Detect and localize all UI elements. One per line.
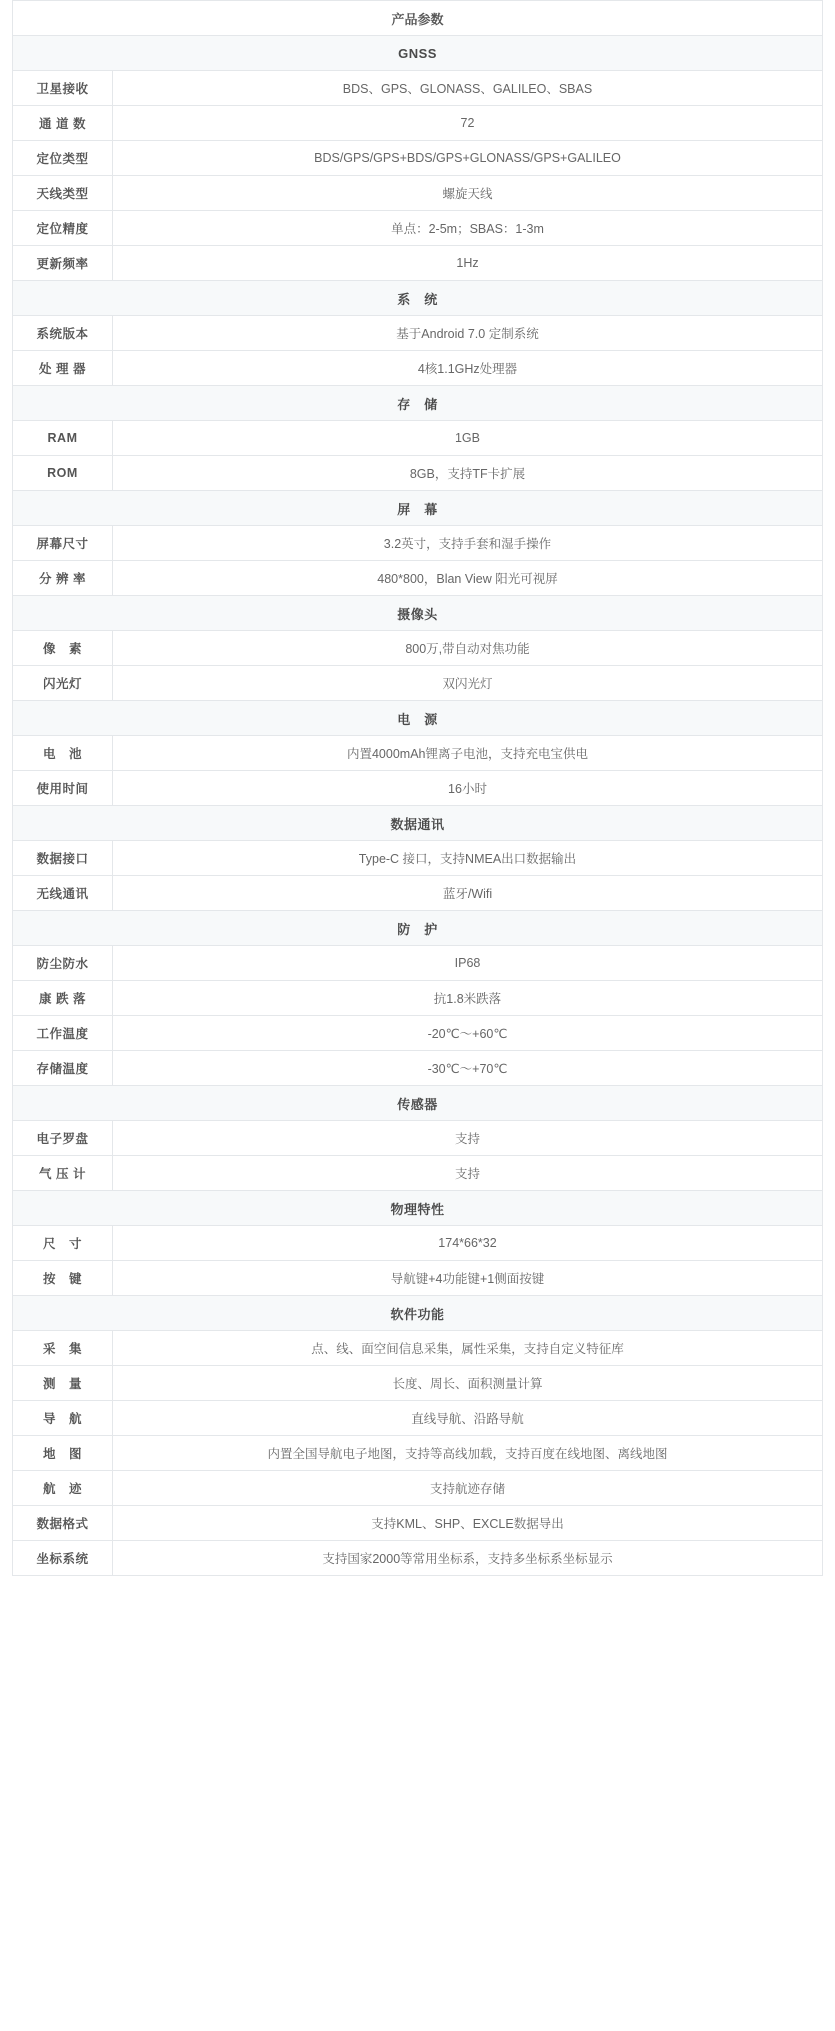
spec-label: 通 道 数: [13, 106, 113, 141]
spec-label: ROM: [13, 456, 113, 491]
section-header-row: [13, 491, 823, 526]
section-header-label: 存 储: [13, 386, 823, 421]
spec-value: 16小时: [113, 771, 823, 806]
table-row: [13, 1016, 823, 1051]
section-header-row: [13, 36, 823, 71]
spec-label: 采 集: [13, 1331, 113, 1366]
spec-value: 支持: [113, 1121, 823, 1156]
table-row: [13, 631, 823, 666]
spec-value: 1GB: [113, 421, 823, 456]
section-header-label: GNSS: [13, 36, 823, 71]
spec-value: 800万,带自动对焦功能: [113, 631, 823, 666]
spec-value: 支持: [113, 1156, 823, 1191]
section-header-row: [13, 911, 823, 946]
table-row: [13, 526, 823, 561]
spec-label: 闪光灯: [13, 666, 113, 701]
spec-value: 双闪光灯: [113, 666, 823, 701]
spec-value: 支持航迹存储: [113, 1471, 823, 1506]
table-row: [13, 1226, 823, 1261]
section-header-label: 摄像头: [13, 596, 823, 631]
section-header-label: 防 护: [13, 911, 823, 946]
spec-value: 螺旋天线: [113, 176, 823, 211]
spec-label: 处 理 器: [13, 351, 113, 386]
spec-value: 基于Android 7.0 定制系统: [113, 316, 823, 351]
spec-value: 174*66*32: [113, 1226, 823, 1261]
spec-label: 防尘防水: [13, 946, 113, 981]
spec-label: 航 迹: [13, 1471, 113, 1506]
spec-label: 康 跌 落: [13, 981, 113, 1016]
spec-label: RAM: [13, 421, 113, 456]
spec-label: 无线通讯: [13, 876, 113, 911]
spec-value: 抗1.8米跌落: [113, 981, 823, 1016]
spec-value: 480*800，Blan View 阳光可视屏: [113, 561, 823, 596]
section-header-label: 传感器: [13, 1086, 823, 1121]
spec-label: 定位类型: [13, 141, 113, 176]
table-row: [13, 841, 823, 876]
spec-label: 卫星接收: [13, 71, 113, 106]
table-row: [13, 351, 823, 386]
table-row: [13, 1156, 823, 1191]
table-title-row: [13, 1, 823, 36]
spec-label: 地 图: [13, 1436, 113, 1471]
spec-label: 分 辨 率: [13, 561, 113, 596]
spec-label: 定位精度: [13, 211, 113, 246]
table-row: [13, 736, 823, 771]
section-header-row: [13, 806, 823, 841]
spec-value: BDS、GPS、GLONASS、GALILEO、SBAS: [113, 71, 823, 106]
table-row: [13, 1366, 823, 1401]
table-row: [13, 1401, 823, 1436]
spec-value: 8GB，支持TF卡扩展: [113, 456, 823, 491]
table-row: [13, 456, 823, 491]
table-row: [13, 1506, 823, 1541]
section-header-row: [13, 1086, 823, 1121]
table-row: [13, 1121, 823, 1156]
spec-label: 工作温度: [13, 1016, 113, 1051]
table-row: [13, 421, 823, 456]
table-row: [13, 1051, 823, 1086]
spec-label: 屏幕尺寸: [13, 526, 113, 561]
spec-value: 1Hz: [113, 246, 823, 281]
section-header-label: 电 源: [13, 701, 823, 736]
spec-value: 导航键+4功能键+1侧面按键: [113, 1261, 823, 1296]
table-row: [13, 141, 823, 176]
section-header-row: [13, 281, 823, 316]
spec-value: 4核1.1GHz处理器: [113, 351, 823, 386]
table-row: [13, 316, 823, 351]
table-row: [13, 106, 823, 141]
spec-value: IP68: [113, 946, 823, 981]
spec-label: 导 航: [13, 1401, 113, 1436]
spec-value: 72: [113, 106, 823, 141]
section-header-label: 屏 幕: [13, 491, 823, 526]
section-header-row: [13, 386, 823, 421]
section-header-label: 系 统: [13, 281, 823, 316]
section-header-row: [13, 701, 823, 736]
table-row: [13, 981, 823, 1016]
section-header-label: 软件功能: [13, 1296, 823, 1331]
spec-value: -20℃～+60℃: [113, 1016, 823, 1051]
spec-label: 系统版本: [13, 316, 113, 351]
table-row: [13, 1436, 823, 1471]
spec-value: 单点：2-5m；SBAS：1-3m: [113, 211, 823, 246]
section-header-label: 数据通讯: [13, 806, 823, 841]
table-row: [13, 71, 823, 106]
table-row: [13, 1331, 823, 1366]
spec-label: 数据格式: [13, 1506, 113, 1541]
table-row: [13, 211, 823, 246]
section-header-row: [13, 1191, 823, 1226]
spec-value: 长度、周长、面积测量计算: [113, 1366, 823, 1401]
table-row: [13, 876, 823, 911]
spec-label: 尺 寸: [13, 1226, 113, 1261]
page-title: 产品参数: [13, 1, 823, 36]
spec-label: 坐标系统: [13, 1541, 113, 1576]
spec-table-body: [13, 1, 823, 1576]
spec-label: 按 键: [13, 1261, 113, 1296]
spec-value: 支持国家2000等常用坐标系，支持多坐标系坐标显示: [113, 1541, 823, 1576]
spec-label: 电子罗盘: [13, 1121, 113, 1156]
spec-value: BDS/GPS/GPS+BDS/GPS+GLONASS/GPS+GALILEO: [113, 141, 823, 176]
spec-label: 气 压 计: [13, 1156, 113, 1191]
spec-value: 支持KML、SHP、EXCLE数据导出: [113, 1506, 823, 1541]
section-header-label: 物理特性: [13, 1191, 823, 1226]
table-row: [13, 176, 823, 211]
spec-value: 点、线、面空间信息采集，属性采集，支持自定义特征库: [113, 1331, 823, 1366]
spec-value: -30℃～+70℃: [113, 1051, 823, 1086]
spec-value: 蓝牙/Wifi: [113, 876, 823, 911]
spec-value: Type-C 接口，支持NMEA出口数据输出: [113, 841, 823, 876]
table-row: [13, 946, 823, 981]
spec-value: 直线导航、沿路导航: [113, 1401, 823, 1436]
spec-table: [12, 0, 823, 1576]
spec-label: 天线类型: [13, 176, 113, 211]
spec-label: 存储温度: [13, 1051, 113, 1086]
spec-label: 更新频率: [13, 246, 113, 281]
table-row: [13, 1471, 823, 1506]
table-row: [13, 246, 823, 281]
table-row: [13, 561, 823, 596]
spec-label: 像 素: [13, 631, 113, 666]
spec-label: 使用时间: [13, 771, 113, 806]
spec-label: 测 量: [13, 1366, 113, 1401]
spec-label: 电 池: [13, 736, 113, 771]
spec-value: 内置4000mAh锂离子电池，支持充电宝供电: [113, 736, 823, 771]
table-row: [13, 666, 823, 701]
table-row: [13, 1541, 823, 1576]
section-header-row: [13, 1296, 823, 1331]
section-header-row: [13, 596, 823, 631]
table-row: [13, 771, 823, 806]
spec-value: 3.2英寸，支持手套和湿手操作: [113, 526, 823, 561]
table-row: [13, 1261, 823, 1296]
spec-value: 内置全国导航电子地图，支持等高线加载，支持百度在线地图、离线地图: [113, 1436, 823, 1471]
spec-label: 数据接口: [13, 841, 113, 876]
